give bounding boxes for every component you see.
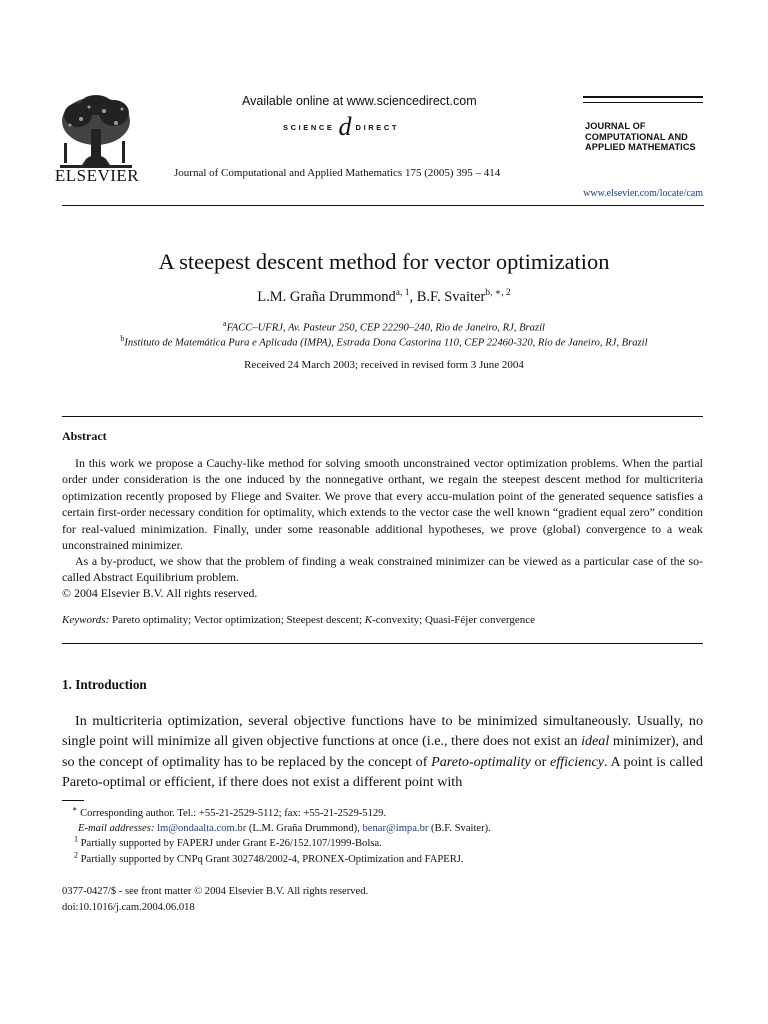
article-title: A steepest descent method for vector optimization [158, 249, 610, 274]
intro-emphasis: ideal [581, 733, 610, 750]
email-owner: (B.F. Svaiter). [428, 823, 491, 834]
journal-title [585, 121, 710, 153]
footnote-emails [78, 823, 491, 834]
author-name: L.M. Graña Drummond [257, 288, 396, 305]
keywords-text: Pareto optimality; Vector optimization; Steepest descent; [109, 614, 365, 626]
doi-line[interactable]: doi:10.1016/j.cam.2004.06.018 [62, 902, 195, 913]
intro-text: . A point is called Pareto-optimal or efficient, if there does not exist a different point with [62, 753, 703, 791]
divider [583, 96, 703, 98]
sd-logo-mid: d [338, 112, 352, 141]
keywords-k: K [364, 614, 373, 626]
publisher-name: ELSEVIER [54, 166, 140, 185]
intro-text: minimizer), and so the concept of optimality has to be replaced by the concept of [62, 733, 703, 770]
section-heading: 1. Introduction [62, 677, 147, 692]
affiliation-text: FACC–UFRJ, Av. Pasteur 250, CEP 22290–240, Rio de Janeiro, RJ, Brazil [226, 322, 545, 334]
journal-url-link[interactable]: www.elsevier.com/locate/cam [583, 188, 703, 199]
footnote-divider [62, 800, 84, 801]
author-name: B.F. Svaiter [416, 288, 486, 305]
intro-text: or [530, 753, 550, 770]
footnote-2 [74, 850, 464, 865]
author-affiliation-marks: b, ∗, 2 [485, 288, 511, 298]
journal-title-rules [583, 96, 703, 107]
author-affiliation-marks: a, 1 [395, 288, 410, 298]
intro-emphasis: Pareto-optimality [431, 753, 531, 770]
email-link[interactable]: lm@ondaalta.com.br [157, 823, 247, 834]
abstract-heading: Abstract [62, 429, 107, 443]
footnote-corresponding [72, 804, 387, 819]
abstract-paragraph: In this work we propose a Cauchy-like method for solving smooth unconstrained vector optimization problems. When the partial order under consideration is the one induced by the nonnegative orthant, we regain the steepest descent method for multicriteria optimization recently proposed by Fliege and Svaiter. We prove that every accu-mulation point of the generated sequence satisfies a certain first-order necessary condition for optimality, which extends to the vector case the well known “gradient equal zero” condition for real-valued minimization. Finally, under some reasonable additional hypotheses, we prove (global) convergence to a weak unconstrained minimizer. [62, 456, 703, 553]
keywords-label: Keywords: [62, 614, 110, 626]
email-owner: (L.M. Graña Drummond), [246, 823, 363, 834]
footnote-text: Partially supported by CNPq Grant 302748/2002-4, PRONEX-Optimization and FAPERJ. [78, 854, 464, 865]
issn-line: 0377-0427/$ - see front matter © 2004 Elsevier B.V. All rights reserved. [62, 886, 369, 897]
email-link[interactable]: benar@impa.br [362, 823, 429, 834]
footnote-1 [74, 834, 382, 849]
footnote-mark: ∗ [72, 804, 78, 814]
abstract-top-divider [62, 416, 703, 417]
abstract-bottom-divider [62, 643, 703, 644]
affiliation-a [0, 319, 768, 334]
journal-citation: Journal of Computational and Applied Mathematics 175 (2005) 395 – 414 [174, 167, 501, 179]
affiliation-mark: b [120, 334, 125, 343]
sd-logo-right: DIRECT [355, 122, 400, 132]
journal-title-line: APPLIED MATHEMATICS [585, 142, 696, 152]
journal-title-line: JOURNAL OF [585, 121, 646, 131]
email-label: E-mail addresses: [78, 823, 155, 834]
intro-text: In multicriteria optimization, several objective functions have to be minimized simultaneously. Usually, no single point will minimize all given objective functions at once (i.e., there does not exist an [62, 713, 703, 750]
sciencedirect-logo [283, 112, 399, 142]
keywords [62, 614, 535, 626]
affiliation-b [0, 334, 768, 349]
available-online-text: Available online at www.sciencedirect.com [242, 94, 477, 108]
abstract-paragraph: As a by-product, we show that the problem of finding a weak constrained minimizer can be viewed as a particular case of the so-called Abstract Equilibrium problem. [62, 554, 703, 585]
footnote-mark: 2 [74, 850, 78, 860]
header-divider [62, 205, 704, 206]
sd-logo-left: SCIENCE [283, 122, 335, 132]
author-separator: , [409, 288, 417, 305]
keywords-text: -convexity; Quasi-Féjer convergence [372, 614, 536, 626]
abstract-copyright: © 2004 Elsevier B.V. All rights reserved. [62, 586, 258, 600]
affiliation-text: Instituto de Matemática Pura e Aplicada (IMPA), Estrada Dona Castorina 110, CEP 22460-320, Rio de Janeiro, RJ, Brazil [124, 337, 648, 349]
divider [583, 102, 703, 103]
intro-emphasis: efficiency [549, 753, 604, 770]
intro-paragraph [62, 711, 703, 793]
journal-title-line: COMPUTATIONAL AND [585, 131, 688, 142]
affiliation-mark: a [223, 319, 227, 328]
footnote-mark: 1 [74, 834, 78, 844]
footnote-text: Corresponding author. Tel.: +55-21-2529-5112; fax: +55-21-2529-5129. [77, 808, 387, 819]
author-list [0, 287, 768, 306]
footnote-text: Partially supported by FAPERJ under Grant E-26/152.107/1999-Bolsa. [78, 838, 382, 849]
received-dates: Received 24 March 2003; received in revised form 3 June 2004 [244, 359, 524, 371]
